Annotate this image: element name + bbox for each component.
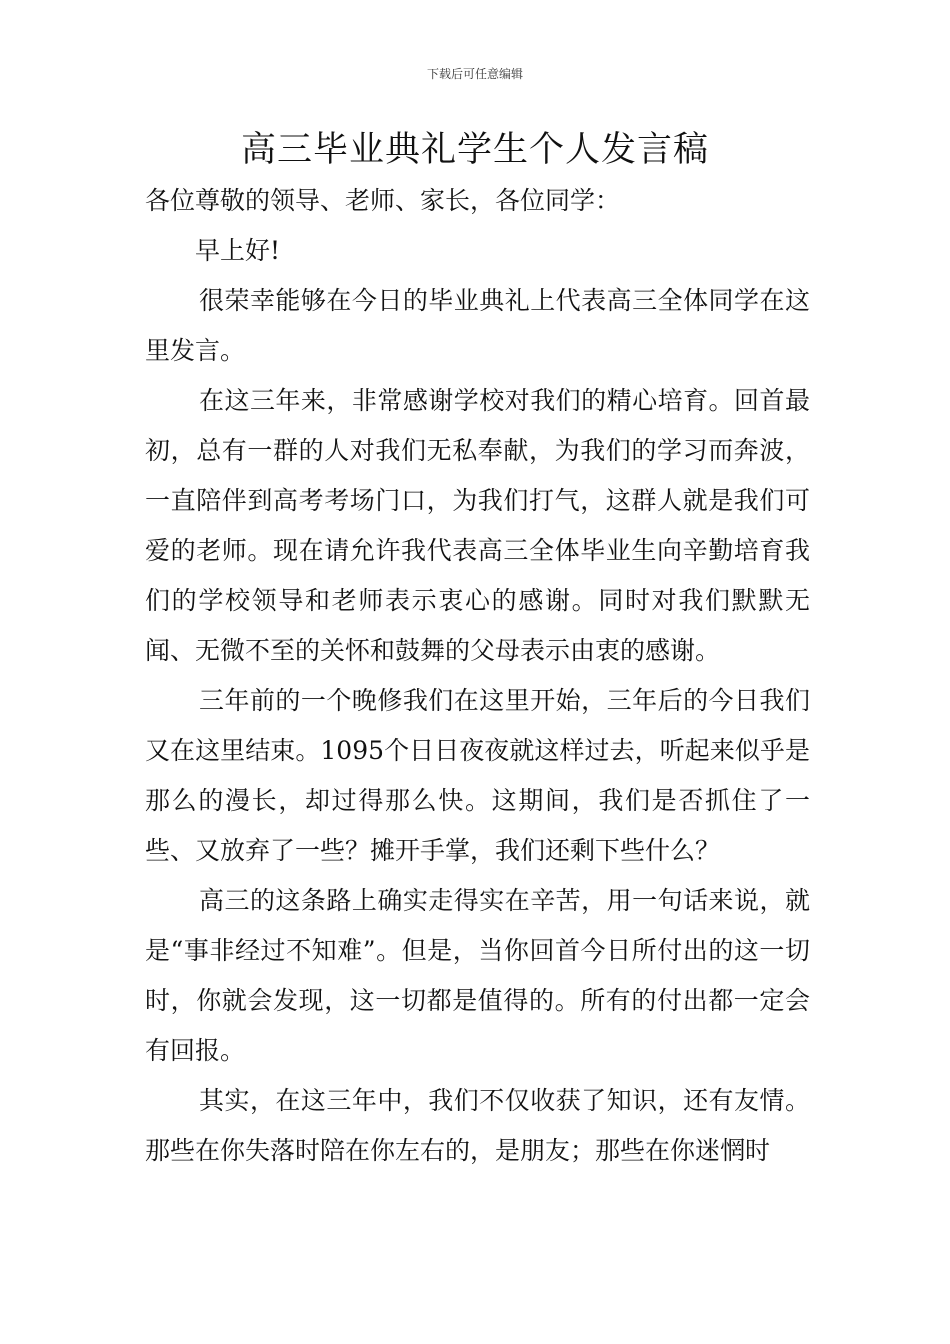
greeting: 早上好! xyxy=(195,236,281,265)
document-body xyxy=(145,176,810,1176)
paragraph-1: 很荣幸能够在今日的毕业典礼上代表高三全体同学在这里发言。 xyxy=(145,286,810,365)
salutation: 各位尊敬的领导、老师、家长，各位同学： xyxy=(145,186,621,215)
paragraph-5: 其实，在这三年中，我们不仅收获了知识，还有友情。那些在你失落时陪在你左右的，是朋友；那些在你迷惘时 xyxy=(145,1086,810,1165)
paragraph-4: 高三的这条路上确实走得实在辛苦，用一句话来说，就是“事非经过不知难”。但是，当你回首今日所付出的这一切时，你就会发现，这一切都是值得的。所有的付出都一定会有回报。 xyxy=(145,886,810,1065)
paragraph-2: 在这三年来，非常感谢学校对我们的精心培育。回首最初，总有一群的人对我们无私奉献，为我们的学习而奔波，一直陪伴到高考考场门口，为我们打气，这群人就是我们可爱的老师。现在请允许我代表高三全体毕业生向辛勤培育我们的学校领导和老师表示衷心的感谢。同时对我们默默无闻、无微不至的关怀和鼓舞的父母表示由衷的感谢。 xyxy=(145,386,810,665)
paragraph-3: 三年前的一个晚修我们在这里开始，三年后的今日我们又在这里结束。1095个日日夜夜就这样过去，听起来似乎是那么的漫长，却过得那么快。这期间，我们是否抓住了一些、又放弃了一些？摊开手掌，我们还剩下些什么？ xyxy=(145,686,810,865)
header-note: 下载后可任意编辑 xyxy=(426,67,523,81)
document-title: 高三毕业典礼学生个人发言稿 xyxy=(240,130,709,170)
